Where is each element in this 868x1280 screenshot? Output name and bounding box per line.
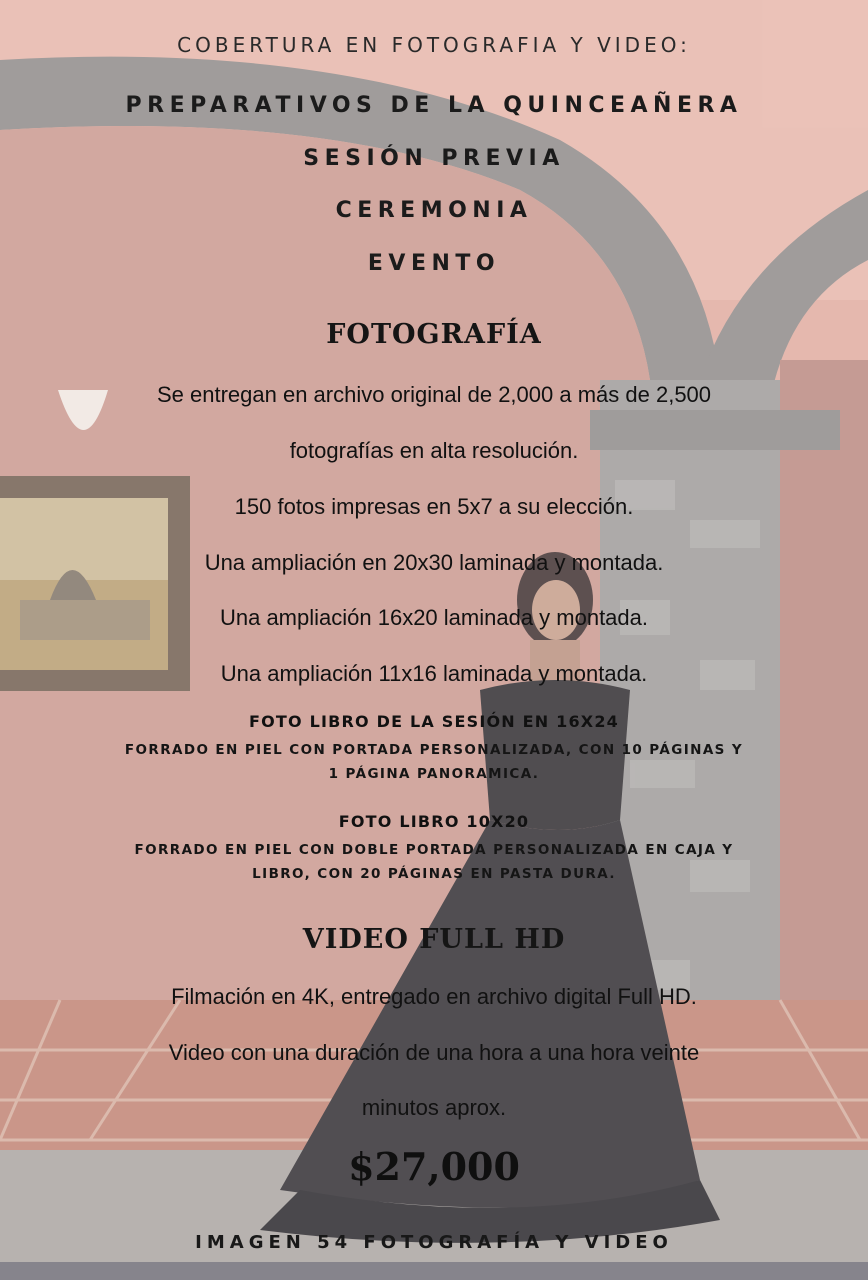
coverage-item-preparativos: PREPARATIVOS DE LA QUINCEAÑERA — [125, 93, 743, 118]
fotografia-line: Se entregan en archivo original de 2,000 a más de 2,500 — [156, 382, 712, 407]
video-line: minutos aprox. — [361, 1095, 507, 1120]
fotografia-line: 150 fotos impresas en 5x7 a su elección. — [234, 494, 634, 519]
photobook-description: LIBRO, CON 20 PÁGINAS EN PASTA DURA. — [252, 866, 616, 882]
coverage-item-sesion-previa: SESIÓN PREVIA — [303, 146, 565, 171]
photobook-title: FOTO LIBRO DE LA SESIÓN EN 16X24 — [248, 712, 620, 731]
package-price: $27,000 — [348, 1144, 520, 1189]
fotografia-line: Una ampliación 16x20 laminada y montada. — [219, 605, 649, 630]
photobook-description: 1 PÁGINA PANORAMICA. — [328, 766, 540, 782]
coverage-item-evento: EVENTO — [367, 251, 501, 276]
studio-name-footer: IMAGEN 54 FOTOGRAFÍA Y VIDEO — [195, 1232, 673, 1253]
photobook-description: FORRADO EN PIEL CON PORTADA PERSONALIZADA, CON 10 PÁGINAS Y — [124, 742, 744, 758]
coverage-item-ceremonia: CEREMONIA — [335, 198, 533, 223]
photobook-title: FOTO LIBRO 10X20 — [338, 812, 530, 831]
fotografia-line: fotografías en alta resolución. — [289, 438, 579, 463]
fotografia-line: Una ampliación 11x16 laminada y montada. — [220, 661, 648, 686]
coverage-heading: COBERTURA EN FOTOGRAFIA Y VIDEO: — [177, 33, 691, 57]
fotografia-line: Una ampliación en 20x30 laminada y montada. — [204, 550, 664, 575]
photobook-description: FORRADO EN PIEL CON DOBLE PORTADA PERSONALIZADA EN CAJA Y — [134, 842, 734, 858]
video-line: Video con una duración de una hora a una hora veinte — [168, 1040, 700, 1065]
section-title-fotografia: FOTOGRAFÍA — [326, 319, 542, 350]
section-title-video: VIDEO FULL HD — [302, 924, 566, 955]
video-line: Filmación en 4K, entregado en archivo digital Full HD. — [171, 984, 697, 1009]
